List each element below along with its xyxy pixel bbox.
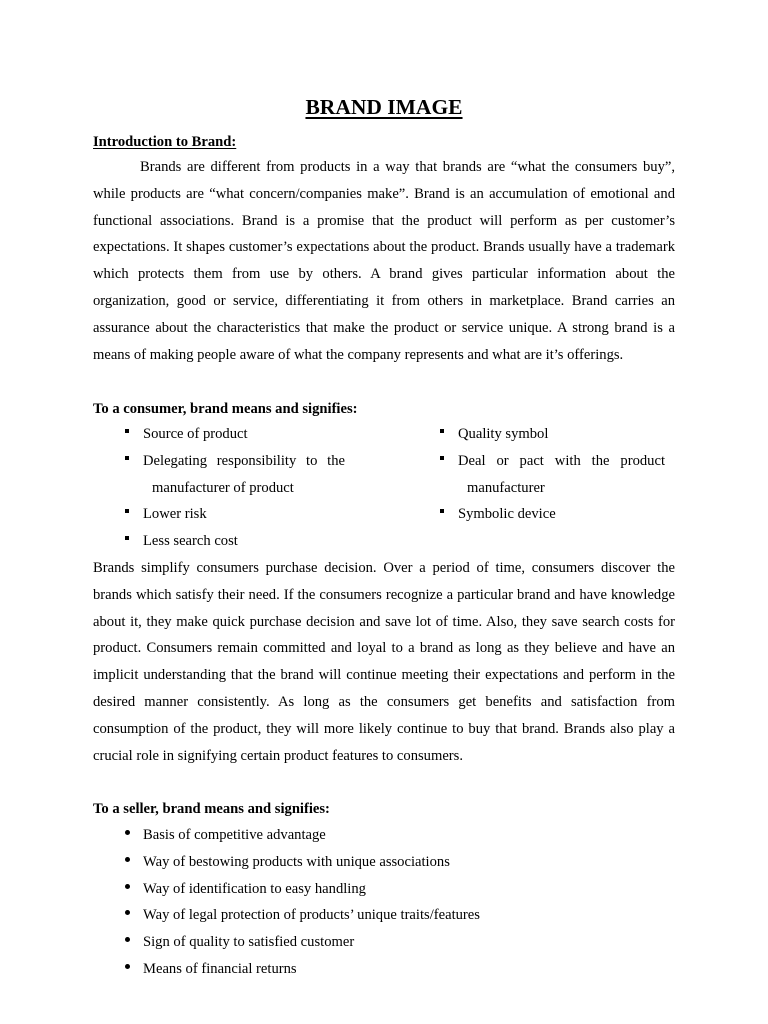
list-item: Lower risk [125, 501, 345, 528]
list-item: Symbolic device [440, 501, 665, 528]
list-item: Means of financial returns [125, 956, 645, 983]
list-item: Less search cost [125, 528, 345, 555]
list-item: Basis of competitive advantage [125, 822, 645, 849]
list-item: Delegating responsibility to the manufacturer of product [125, 448, 345, 502]
consumer-heading: To a consumer, brand means and signifies: [93, 401, 358, 417]
page-title: BRAND IMAGE [305, 95, 463, 119]
list-item: Way of identification to easy handling [125, 876, 645, 903]
seller-heading: To a seller, brand means and signifies: [93, 801, 330, 817]
consumer-paragraph: Brands simplify consumers purchase decision. Over a period of time, consumers discover the brands which satisfy their need. If the consumers recognize a particular brand and have knowledge about it, they make quick purchase decision and save lot of time. Also, they save search costs for product. Consumers remain committed and loyal to a brand as long as they believe and have an implicit understanding that the brand will continue meeting their expectations and perform in the desired manner consistently. As long as the consumers get benefits and satisfaction from consumption of the product, they will more likely continue to buy that brand. Brands also play a crucial role in signifying certain product features to consumers. [93, 560, 675, 764]
intro-heading: Introduction to Brand: [93, 134, 237, 150]
list-item: Source of product [125, 421, 345, 448]
consumer-list-left [125, 421, 345, 555]
list-item: Deal or pact with the product manufacturer [440, 448, 665, 502]
list-item: Sign of quality to satisfied customer [125, 929, 645, 956]
seller-list [125, 822, 645, 983]
list-item: Quality symbol [440, 421, 665, 448]
list-item: Way of bestowing products with unique associations [125, 849, 645, 876]
consumer-list-right [440, 421, 665, 528]
list-item: Way of legal protection of products’ unique traits/features [125, 902, 645, 929]
intro-paragraph: Brands are different from products in a way that brands are “what the consumers buy”, while products are “what concern/companies make”. Brand is an accumulation of emotional and functional associations. Brand is a promise that the product will perform as per customer’s expectations. It shapes customer’s expectations about the product. Brands usually have a trademark which protects them from use by others. A brand gives particular information about the organization, good or service, differentiating it from others in marketplace. Brand carries an assurance about the characteristics that make the product or service unique. A strong brand is a means of making people aware of what the company represents and what are it’s offerings. [93, 159, 675, 363]
